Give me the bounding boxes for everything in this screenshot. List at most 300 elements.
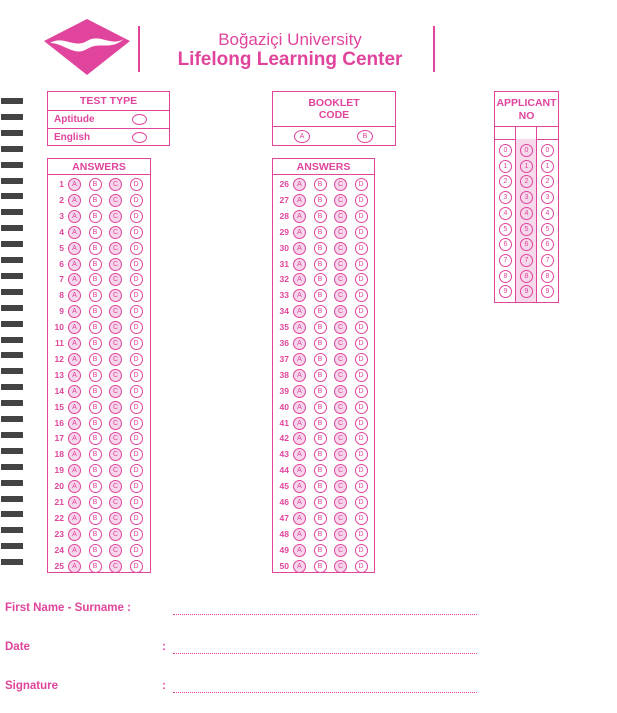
header-divider-right <box>433 26 435 72</box>
answer-bubble-a[interactable]: A <box>68 178 81 191</box>
applicant-digit-bubble[interactable]: 8 <box>520 270 533 283</box>
answer-bubble-d[interactable]: D <box>355 385 368 398</box>
answer-bubble-d[interactable]: D <box>130 258 143 271</box>
answer-bubble-a[interactable]: A <box>68 258 81 271</box>
answer-bubble-b[interactable]: B <box>89 178 102 191</box>
answer-bubble-c[interactable]: C <box>109 210 122 223</box>
timing-mark <box>1 289 23 295</box>
answer-bubble-c[interactable]: C <box>334 464 347 477</box>
answer-bubble-a[interactable]: A <box>68 432 81 445</box>
applicant-digit-bubble[interactable]: 1 <box>499 160 512 173</box>
answer-bubble-d[interactable]: D <box>355 464 368 477</box>
timing-mark <box>1 480 23 486</box>
answer-bubble-a[interactable]: A <box>293 512 306 525</box>
answer-bubble-b[interactable]: B <box>89 258 102 271</box>
question-number: 24 <box>54 544 64 555</box>
answer-bubble-b[interactable]: B <box>89 432 102 445</box>
aptitude-oval[interactable] <box>132 114 147 125</box>
answer-bubble-c[interactable]: C <box>109 242 122 255</box>
answer-bubble-d[interactable]: D <box>355 401 368 414</box>
applicant-digit-bubble[interactable]: 7 <box>541 254 554 267</box>
answer-bubble-b[interactable]: B <box>314 305 327 318</box>
question-number: 6 <box>59 258 64 269</box>
answer-bubble-a[interactable]: A <box>293 528 306 541</box>
answer-bubble-b[interactable]: B <box>89 289 102 302</box>
answer-bubble-a[interactable]: A <box>293 369 306 382</box>
timing-mark <box>1 384 23 390</box>
applicant-no-box <box>494 91 559 303</box>
answer-bubble-c[interactable]: C <box>334 512 347 525</box>
answer-bubble-b[interactable]: B <box>314 353 327 366</box>
answer-bubble-d[interactable]: D <box>355 337 368 350</box>
answer-bubble-a[interactable]: A <box>293 242 306 255</box>
applicant-digit-bubble[interactable]: 2 <box>499 175 512 188</box>
answer-bubble-b[interactable]: B <box>89 448 102 461</box>
answer-bubble-b[interactable]: B <box>314 480 327 493</box>
name-input-line[interactable] <box>173 614 477 615</box>
answer-bubble-c[interactable]: C <box>334 369 347 382</box>
answer-bubble-a[interactable]: A <box>293 432 306 445</box>
answer-bubble-b[interactable]: B <box>89 496 102 509</box>
answer-bubble-c[interactable]: C <box>109 353 122 366</box>
question-number: 5 <box>59 242 64 253</box>
answer-bubble-a[interactable]: A <box>293 560 306 573</box>
answer-bubble-d[interactable]: D <box>355 480 368 493</box>
answer-bubble-c[interactable]: C <box>109 544 122 557</box>
answer-bubble-a[interactable]: A <box>293 194 306 207</box>
applicant-digit-bubble[interactable]: 5 <box>499 223 512 236</box>
answer-bubble-d[interactable]: D <box>130 544 143 557</box>
answer-bubble-b[interactable]: B <box>314 289 327 302</box>
answer-bubble-b[interactable]: B <box>314 544 327 557</box>
timing-mark <box>1 162 23 168</box>
timing-mark <box>1 448 23 454</box>
answer-bubble-d[interactable]: D <box>130 560 143 573</box>
answers-title-1: ANSWERS <box>72 161 126 173</box>
answer-bubble-d[interactable]: D <box>130 480 143 493</box>
answer-bubble-a[interactable]: A <box>293 178 306 191</box>
answer-bubble-b[interactable]: B <box>89 480 102 493</box>
answers-block-1 <box>47 158 151 573</box>
answer-bubble-d[interactable]: D <box>130 464 143 477</box>
answer-bubble-c[interactable]: C <box>334 432 347 445</box>
answer-bubble-d[interactable]: D <box>355 560 368 573</box>
answer-bubble-a[interactable]: A <box>68 242 81 255</box>
answer-bubble-a[interactable]: A <box>293 321 306 334</box>
answer-bubble-b[interactable]: B <box>314 273 327 286</box>
answer-bubble-a[interactable]: A <box>293 417 306 430</box>
answer-bubble-d[interactable]: D <box>130 289 143 302</box>
answer-bubble-a[interactable]: A <box>68 210 81 223</box>
answer-bubble-c[interactable]: C <box>334 210 347 223</box>
applicant-digit-bubble[interactable]: 1 <box>541 160 554 173</box>
answer-bubble-c[interactable]: C <box>334 448 347 461</box>
question-number: 28 <box>279 210 289 221</box>
answer-bubble-c[interactable]: C <box>109 289 122 302</box>
answer-bubble-c[interactable]: C <box>334 178 347 191</box>
question-number: 26 <box>279 179 289 189</box>
answer-bubble-c[interactable]: C <box>334 305 347 318</box>
answer-bubble-c[interactable]: C <box>334 258 347 271</box>
answer-bubble-b[interactable]: B <box>89 353 102 366</box>
answer-bubble-c[interactable]: C <box>334 321 347 334</box>
answer-bubble-d[interactable]: D <box>355 528 368 541</box>
header-divider-left <box>138 26 140 72</box>
answer-bubble-d[interactable]: D <box>355 448 368 461</box>
question-number: 47 <box>279 512 289 523</box>
answer-bubble-d[interactable]: D <box>130 353 143 366</box>
answer-bubble-c[interactable]: C <box>109 337 122 350</box>
answer-bubble-b[interactable]: B <box>89 512 102 525</box>
timing-mark <box>1 511 23 517</box>
answer-bubble-b[interactable]: B <box>89 194 102 207</box>
answer-bubble-b[interactable]: B <box>314 417 327 430</box>
answer-bubble-c[interactable]: C <box>109 464 122 477</box>
answer-bubble-c[interactable]: C <box>109 448 122 461</box>
answer-bubble-c[interactable]: C <box>334 353 347 366</box>
applicant-title-line2: NO <box>518 110 535 122</box>
answer-bubble-a[interactable]: A <box>68 353 81 366</box>
answer-bubble-c[interactable]: C <box>109 432 122 445</box>
applicant-digit-bubble[interactable]: 4 <box>499 207 512 220</box>
answer-bubble-d[interactable]: D <box>130 401 143 414</box>
timing-mark <box>1 352 23 358</box>
answer-bubble-d[interactable]: D <box>130 528 143 541</box>
answer-bubble-b[interactable]: B <box>89 369 102 382</box>
applicant-digit-bubble[interactable]: 7 <box>499 254 512 267</box>
answer-bubble-a[interactable]: A <box>68 417 81 430</box>
question-number: 19 <box>54 465 64 476</box>
answer-bubble-b[interactable]: B <box>89 273 102 286</box>
answer-bubble-c[interactable]: C <box>109 385 122 398</box>
question-number: 22 <box>54 512 64 523</box>
answer-bubble-c[interactable]: C <box>109 258 122 271</box>
answer-bubble-c[interactable]: C <box>109 401 122 414</box>
answer-bubble-b[interactable]: B <box>314 194 327 207</box>
question-number: 11 <box>55 338 64 348</box>
answer-bubble-c[interactable]: C <box>334 385 347 398</box>
answer-bubble-d[interactable]: D <box>130 321 143 334</box>
question-number: 15 <box>54 401 64 412</box>
answer-bubble-a[interactable]: A <box>68 226 81 239</box>
answer-bubble-c[interactable]: C <box>109 226 122 239</box>
timing-mark <box>1 209 23 215</box>
timing-mark <box>1 130 23 136</box>
answer-bubble-a[interactable]: A <box>293 289 306 302</box>
question-number: 48 <box>279 528 289 539</box>
timing-mark <box>1 257 23 263</box>
applicant-digit-bubble[interactable]: 8 <box>541 270 554 283</box>
answer-bubble-a[interactable]: A <box>293 226 306 239</box>
answer-bubble-a[interactable]: A <box>68 544 81 557</box>
answer-bubble-a[interactable]: A <box>68 464 81 477</box>
answer-bubble-d[interactable]: D <box>355 353 368 366</box>
applicant-digit-bubble[interactable]: 7 <box>520 254 533 267</box>
answer-bubble-d[interactable]: D <box>130 178 143 191</box>
question-number: 17 <box>54 433 64 444</box>
answer-bubble-c[interactable]: C <box>334 273 347 286</box>
answer-bubble-d[interactable]: D <box>130 448 143 461</box>
answer-bubble-c[interactable]: C <box>109 480 122 493</box>
applicant-digit-bubble[interactable]: 3 <box>541 191 554 204</box>
question-number: 20 <box>54 481 64 492</box>
answer-bubble-a[interactable]: A <box>293 401 306 414</box>
answer-bubble-b[interactable]: B <box>314 337 327 350</box>
english-oval[interactable] <box>132 132 147 143</box>
question-number: 13 <box>54 369 64 380</box>
answer-bubble-c[interactable]: C <box>109 321 122 334</box>
answer-bubble-a[interactable]: A <box>293 305 306 318</box>
answer-bubble-d[interactable]: D <box>355 258 368 271</box>
answer-bubble-b[interactable]: B <box>89 242 102 255</box>
answer-bubble-c[interactable]: C <box>334 417 347 430</box>
answer-bubble-a[interactable]: A <box>68 385 81 398</box>
answer-bubble-b[interactable]: B <box>89 464 102 477</box>
answer-bubble-d[interactable]: D <box>130 385 143 398</box>
answer-bubble-c[interactable]: C <box>334 401 347 414</box>
answer-bubble-c[interactable]: C <box>109 178 122 191</box>
question-number: 18 <box>54 449 64 460</box>
answer-bubble-b[interactable]: B <box>314 385 327 398</box>
answer-bubble-d[interactable]: D <box>130 210 143 223</box>
answer-bubble-b[interactable]: B <box>89 417 102 430</box>
answer-bubble-b[interactable]: B <box>314 258 327 271</box>
answer-bubble-c[interactable]: C <box>109 417 122 430</box>
timing-mark <box>1 321 23 327</box>
question-number: 10 <box>54 322 64 333</box>
answer-bubble-d[interactable]: D <box>130 369 143 382</box>
timing-mark <box>1 432 23 438</box>
question-number: 32 <box>279 274 289 285</box>
timing-mark <box>1 193 23 199</box>
answer-bubble-d[interactable]: D <box>355 544 368 557</box>
answer-bubble-d[interactable]: D <box>355 242 368 255</box>
answer-bubble-b[interactable]: B <box>89 528 102 541</box>
answer-bubble-d[interactable]: D <box>355 417 368 430</box>
answer-bubble-a[interactable]: A <box>293 258 306 271</box>
answer-bubble-b[interactable]: B <box>314 464 327 477</box>
applicant-digit-bubble[interactable]: 3 <box>520 191 533 204</box>
applicant-digit-bubble[interactable]: 4 <box>541 207 554 220</box>
answer-bubble-a[interactable]: A <box>68 321 81 334</box>
answer-bubble-b[interactable]: B <box>314 321 327 334</box>
answer-bubble-c[interactable]: C <box>334 242 347 255</box>
signature-colon: : <box>162 680 166 692</box>
answer-bubble-b[interactable]: B <box>314 448 327 461</box>
test-type-title: TEST TYPE <box>79 95 138 107</box>
answer-bubble-d[interactable]: D <box>355 321 368 334</box>
answer-bubble-a[interactable]: A <box>293 544 306 557</box>
answer-bubble-c[interactable]: C <box>334 560 347 573</box>
answer-bubble-d[interactable]: D <box>130 337 143 350</box>
answer-bubble-b[interactable]: B <box>89 305 102 318</box>
applicant-digit-bubble[interactable]: 3 <box>499 191 512 204</box>
timing-mark <box>1 496 23 502</box>
answer-bubble-b[interactable]: B <box>89 210 102 223</box>
answer-bubble-c[interactable]: C <box>109 194 122 207</box>
booklet-title-line1: BOOKLET <box>308 97 360 109</box>
answer-bubble-b[interactable]: B <box>89 226 102 239</box>
applicant-digit-bubble[interactable]: 0 <box>499 144 512 157</box>
answer-bubble-c[interactable]: C <box>334 226 347 239</box>
answer-bubble-a[interactable]: A <box>293 448 306 461</box>
answer-bubble-a[interactable]: A <box>293 496 306 509</box>
question-number: 1 <box>59 179 64 189</box>
answer-bubble-d[interactable]: D <box>355 432 368 445</box>
timing-mark <box>1 400 23 406</box>
answer-bubble-d[interactable]: D <box>355 512 368 525</box>
answer-bubble-d[interactable]: D <box>355 496 368 509</box>
answer-bubble-c[interactable]: C <box>109 528 122 541</box>
answer-bubble-a[interactable]: A <box>293 464 306 477</box>
applicant-digit-bubble[interactable]: 9 <box>499 285 512 298</box>
applicant-digit-bubble[interactable]: 9 <box>520 285 533 298</box>
answer-bubble-c[interactable]: C <box>109 369 122 382</box>
timing-mark <box>1 543 23 549</box>
answer-bubble-a[interactable]: A <box>293 273 306 286</box>
applicant-digit-bubble[interactable]: 2 <box>520 175 533 188</box>
signature-label: Signature <box>5 680 59 692</box>
applicant-digit-bubble[interactable]: 0 <box>541 144 554 157</box>
answer-bubble-d[interactable]: D <box>130 194 143 207</box>
answer-bubble-d[interactable]: D <box>355 226 368 239</box>
answer-bubble-c[interactable]: C <box>109 305 122 318</box>
test-type-english-row[interactable] <box>48 129 169 146</box>
applicant-digit-bubble[interactable]: 5 <box>541 223 554 236</box>
question-number: 40 <box>279 401 289 412</box>
applicant-digit-bubble[interactable]: 1 <box>520 160 533 173</box>
answer-bubble-c[interactable]: C <box>334 528 347 541</box>
answer-bubble-a[interactable]: A <box>293 353 306 366</box>
answer-bubble-d[interactable]: D <box>355 178 368 191</box>
answer-bubble-a[interactable]: A <box>68 289 81 302</box>
applicant-digit-bubble[interactable]: 5 <box>520 223 533 236</box>
test-type-aptitude-row[interactable] <box>48 111 169 128</box>
answer-bubble-d[interactable]: D <box>130 417 143 430</box>
answer-bubble-b[interactable]: B <box>314 528 327 541</box>
answer-bubble-d[interactable]: D <box>130 242 143 255</box>
answer-bubble-b[interactable]: B <box>314 560 327 573</box>
answer-bubble-a[interactable]: A <box>68 560 81 573</box>
question-number: 2 <box>59 194 64 205</box>
applicant-digit-bubble[interactable]: 6 <box>499 238 512 251</box>
timing-mark <box>1 114 23 120</box>
answer-bubble-a[interactable]: A <box>68 337 81 350</box>
answer-bubble-d[interactable]: D <box>355 194 368 207</box>
timing-mark <box>1 464 23 470</box>
answer-bubble-a[interactable]: A <box>68 480 81 493</box>
answer-bubble-a[interactable]: A <box>68 496 81 509</box>
timing-mark <box>1 305 23 311</box>
answer-bubble-d[interactable]: D <box>130 496 143 509</box>
answer-bubble-b[interactable]: B <box>314 369 327 382</box>
answer-bubble-b[interactable]: B <box>314 178 327 191</box>
answer-bubble-b[interactable]: B <box>314 401 327 414</box>
answer-bubble-b[interactable]: B <box>89 544 102 557</box>
answer-bubble-a[interactable]: A <box>68 369 81 382</box>
answer-bubble-a[interactable]: A <box>68 401 81 414</box>
applicant-digit-bubble[interactable]: 9 <box>541 285 554 298</box>
answer-bubble-c[interactable]: C <box>109 496 122 509</box>
answer-bubble-a[interactable]: A <box>293 210 306 223</box>
answer-bubble-d[interactable]: D <box>130 226 143 239</box>
answer-bubble-b[interactable]: B <box>89 385 102 398</box>
applicant-digit-bubble[interactable]: 8 <box>499 270 512 283</box>
answer-bubble-a[interactable]: A <box>68 528 81 541</box>
booklet-b-bubble[interactable]: B <box>357 130 373 143</box>
answer-bubble-c[interactable]: C <box>334 289 347 302</box>
applicant-digit-bubble[interactable]: 6 <box>541 238 554 251</box>
answer-bubble-c[interactable]: C <box>334 496 347 509</box>
answer-bubble-b[interactable]: B <box>314 242 327 255</box>
answer-bubble-a[interactable]: A <box>68 512 81 525</box>
answer-bubble-c[interactable]: C <box>334 194 347 207</box>
answer-bubble-a[interactable]: A <box>293 337 306 350</box>
question-number: 34 <box>279 306 289 317</box>
answer-bubble-b[interactable]: B <box>89 321 102 334</box>
answer-bubble-a[interactable]: A <box>68 273 81 286</box>
signature-input-line[interactable] <box>173 692 477 693</box>
answer-bubble-c[interactable]: C <box>109 273 122 286</box>
answer-bubble-b[interactable]: B <box>89 401 102 414</box>
answer-bubble-a[interactable]: A <box>68 305 81 318</box>
question-number: 33 <box>279 290 289 301</box>
answer-bubble-c[interactable]: C <box>109 512 122 525</box>
answer-bubble-b[interactable]: B <box>314 496 327 509</box>
booklet-title-line2: CODE <box>318 109 350 121</box>
answer-bubble-a[interactable]: A <box>293 480 306 493</box>
answer-bubble-c[interactable]: C <box>109 560 122 573</box>
date-input-line[interactable] <box>173 653 477 654</box>
booklet-a-bubble[interactable]: A <box>294 130 310 143</box>
answer-bubble-c[interactable]: C <box>334 337 347 350</box>
answer-bubble-b[interactable]: B <box>89 560 102 573</box>
applicant-digit-bubble[interactable]: 2 <box>541 175 554 188</box>
answer-bubble-d[interactable]: D <box>355 305 368 318</box>
question-number: 27 <box>279 194 289 205</box>
answer-bubble-b[interactable]: B <box>314 210 327 223</box>
applicant-digit-bubble[interactable]: 0 <box>520 144 533 157</box>
answer-bubble-a[interactable]: A <box>293 385 306 398</box>
timing-mark <box>1 98 23 104</box>
question-number: 35 <box>279 322 289 333</box>
answer-bubble-d[interactable]: D <box>355 210 368 223</box>
question-number: 29 <box>279 226 289 237</box>
answer-bubble-b[interactable]: B <box>89 337 102 350</box>
question-number: 31 <box>279 258 289 269</box>
applicant-digit-bubble[interactable]: 4 <box>520 207 533 220</box>
test-type-box <box>47 91 170 146</box>
answer-bubble-d[interactable]: D <box>130 512 143 525</box>
answer-bubble-d[interactable]: D <box>355 273 368 286</box>
answer-bubble-b[interactable]: B <box>314 432 327 445</box>
answer-bubble-d[interactable]: D <box>130 432 143 445</box>
answer-bubble-d[interactable]: D <box>130 273 143 286</box>
answer-bubble-b[interactable]: B <box>314 512 327 525</box>
applicant-digit-bubble[interactable]: 6 <box>520 238 533 251</box>
answer-bubble-d[interactable]: D <box>355 369 368 382</box>
timing-mark <box>1 146 23 152</box>
answer-bubble-d[interactable]: D <box>130 305 143 318</box>
answer-bubble-a[interactable]: A <box>68 448 81 461</box>
answer-bubble-d[interactable]: D <box>355 289 368 302</box>
answer-bubble-c[interactable]: C <box>334 544 347 557</box>
answer-bubble-b[interactable]: B <box>314 226 327 239</box>
date-label: Date <box>5 641 30 653</box>
answer-bubble-c[interactable]: C <box>334 480 347 493</box>
bogazici-logo-icon <box>44 19 130 75</box>
answer-bubble-a[interactable]: A <box>68 194 81 207</box>
